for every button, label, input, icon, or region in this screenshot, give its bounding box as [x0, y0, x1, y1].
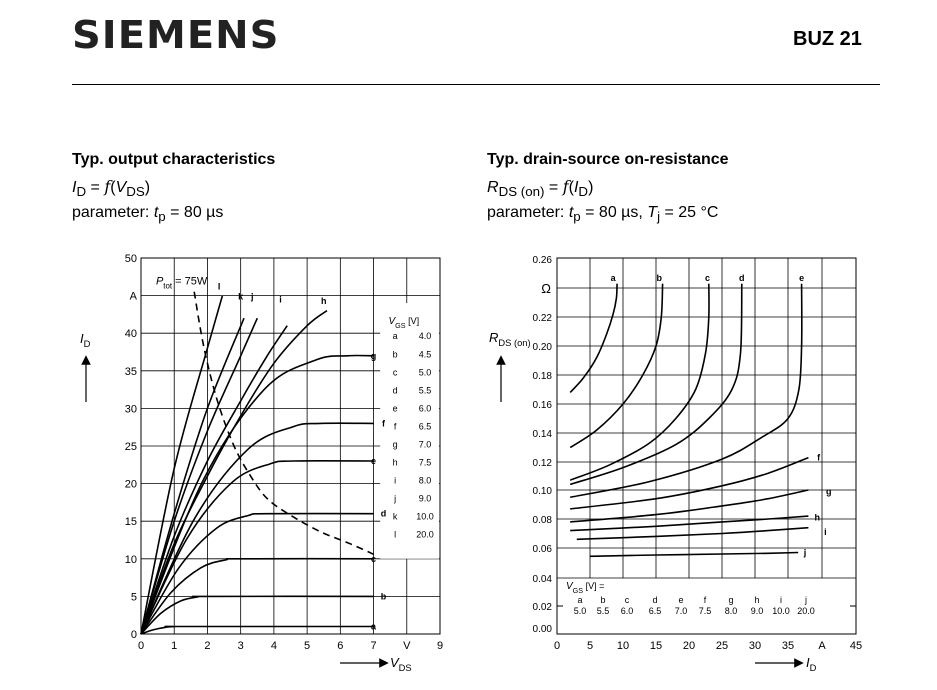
legend-value-a: 4.0	[418, 331, 432, 342]
y-unit-label: Ω	[541, 281, 551, 296]
y-tick-label: 40	[124, 328, 137, 341]
chart2-parameter: parameter: $t_p = 80$ µs, $T_j = 25$ °C	[487, 204, 719, 225]
legend-key-j: j	[394, 493, 397, 504]
legend-value-g: 8.0	[724, 606, 738, 616]
y-tick-label: 0.18	[532, 371, 552, 382]
legend-key-c: c	[624, 595, 630, 605]
x-axis-label: $V_{DS}$	[390, 655, 412, 673]
y-tick-label: 0	[130, 629, 137, 641]
x-tick-label: 35	[781, 640, 795, 652]
legend-value-d: 6.5	[648, 606, 662, 616]
legend-value-g: 7.0	[418, 439, 432, 450]
legend-value-f: 6.5	[418, 421, 432, 432]
legend-key-j: j	[805, 595, 807, 605]
legend-key-d: d	[392, 385, 398, 396]
output-characteristics-chart	[80, 253, 443, 673]
curve-label-e: e	[371, 456, 377, 467]
legend-value-e: 7.0	[674, 606, 688, 616]
curve-a	[141, 626, 374, 634]
y-tick-label: 0.20	[532, 342, 552, 353]
curve-label-a: a	[610, 272, 616, 283]
x-tick-label: 20	[682, 640, 696, 652]
y-tick-label: 15	[124, 516, 137, 529]
legend-key-h: h	[392, 457, 398, 468]
x-tick-label: 0	[553, 640, 561, 652]
legend-key-e: e	[678, 595, 684, 605]
x-unit-label: A	[818, 640, 826, 652]
legend-value-h: 9.0	[750, 606, 764, 616]
y-tick-label: 50	[124, 253, 137, 265]
legend-key-a: a	[392, 331, 398, 342]
chart2-function: $R_{DS (on)} = f(I_D)$	[487, 177, 594, 200]
on-resistance-chart	[489, 255, 862, 673]
legend-value-j: 20.0	[797, 606, 815, 616]
y-tick-label: 0.00	[532, 624, 552, 635]
legend-key-c: c	[392, 367, 398, 378]
legend-header: $V_{GS}$ [V]	[388, 316, 420, 331]
y-tick-label: 0.22	[532, 313, 552, 324]
legend-key-i: i	[394, 475, 397, 486]
curve-label-i: i	[279, 294, 282, 305]
y-tick-label: 0.26	[532, 255, 552, 266]
x-tick-label: 5	[586, 640, 594, 652]
chart1-function: $I_D = f(V_{DS})$	[72, 177, 151, 200]
y-axis-label: $R_{DS (on)}$	[489, 330, 531, 348]
curve-i	[577, 528, 809, 540]
curve-label-c: c	[371, 553, 377, 564]
y-tick-label: 0.12	[532, 458, 552, 469]
x-tick-label: 30	[748, 640, 762, 652]
legend-value-i: 8.0	[418, 475, 432, 486]
curve-g	[141, 355, 377, 634]
curve-label-l: l	[217, 281, 221, 292]
legend-key-g: g	[392, 439, 398, 450]
curve-label-i: i	[824, 527, 827, 538]
legend-key-i: i	[780, 595, 782, 605]
y-tick-label: 20	[124, 478, 137, 491]
curve-label-b: b	[380, 591, 387, 602]
x-tick-label: 15	[649, 640, 663, 652]
legend-value-h: 7.5	[418, 457, 432, 468]
y-tick-label: 10	[124, 553, 137, 566]
legend-value-e: 6.0	[418, 403, 432, 414]
y-tick-label: 25	[124, 441, 137, 453]
legend-value-b: 4.5	[418, 349, 432, 360]
legend-value-b: 5.5	[596, 606, 610, 616]
curve-label-j: j	[251, 291, 254, 302]
legend-key-g: g	[728, 595, 734, 605]
curve-e	[570, 284, 802, 498]
legend-key-l: l	[394, 529, 397, 540]
chart2-title: Typ. drain-source on-resistance	[487, 151, 729, 168]
legend-value-f: 7.5	[698, 606, 712, 616]
legend-key-b: b	[600, 595, 606, 605]
legend-key-a: a	[577, 595, 583, 605]
y-tick-label: 0.02	[532, 602, 552, 613]
legend-key-k: k	[392, 511, 398, 522]
legend-key-e: e	[392, 403, 398, 414]
x-tick-label: 4	[270, 640, 277, 652]
legend-header: $V_{GS}$ [V] =	[566, 581, 605, 595]
y-unit-label: A	[129, 290, 137, 303]
power-label: $P_{tot} = 75W$	[155, 275, 208, 291]
legend-key-f: f	[393, 421, 397, 432]
curve-label-d: d	[380, 508, 387, 519]
y-axis-label: $I_D$	[80, 331, 91, 349]
part-number: BUZ 21	[793, 28, 862, 50]
curve-b	[141, 596, 374, 634]
curve-label-e: e	[799, 272, 805, 283]
y-tick-label: 0.06	[532, 544, 552, 555]
legend-value-a: 5.0	[573, 606, 587, 616]
curve-label-g: g	[370, 350, 377, 361]
x-unit-label: V	[403, 640, 411, 652]
y-tick-label: 0.14	[532, 429, 552, 440]
y-tick-label: 5	[130, 591, 137, 604]
x-tick-label: 45	[849, 640, 863, 652]
curve-a	[570, 284, 617, 393]
curve-label-f: f	[817, 452, 821, 463]
curve-l	[141, 296, 222, 634]
curve-h	[141, 311, 327, 634]
x-tick-label: 3	[237, 640, 244, 652]
legend-value-c: 6.0	[620, 606, 634, 616]
curve-label-k: k	[238, 291, 244, 302]
legend-value-i: 10.0	[772, 606, 790, 616]
legend-value-j: 9.0	[418, 493, 432, 504]
curve-label-g: g	[826, 486, 832, 497]
x-axis-label: $I_D$	[806, 655, 817, 673]
legend-key-h: h	[754, 595, 760, 605]
x-tick-label: 7	[370, 640, 377, 652]
legend-key-d: d	[652, 595, 658, 605]
legend-key-b: b	[392, 349, 398, 360]
siemens-logo: SIEMENS	[72, 14, 280, 58]
curve-label-b: b	[656, 272, 663, 283]
curve-label-d: d	[739, 272, 745, 283]
x-tick-label: 5	[304, 640, 311, 652]
curve-label-h: h	[320, 295, 327, 306]
legend-key-f: f	[703, 595, 707, 605]
chart1-parameter: parameter: $t_p = 80$ µs	[72, 204, 224, 225]
x-tick-label: 0	[137, 640, 145, 652]
curve-label-h: h	[814, 512, 820, 523]
curve-label-f: f	[382, 418, 386, 429]
x-tick-label: 6	[337, 640, 344, 652]
chart1-title: Typ. output characteristics	[72, 151, 276, 168]
y-tick-label: 0.08	[532, 515, 552, 526]
curve-label-a: a	[371, 621, 377, 632]
x-tick-label: 25	[715, 640, 729, 652]
legend-value-k: 10.0	[416, 511, 434, 522]
y-tick-label: 30	[124, 403, 137, 416]
curve-f	[141, 423, 377, 634]
curve-label-c: c	[704, 272, 710, 283]
x-tick-label: 10	[616, 640, 630, 652]
legend-value-c: 5.0	[418, 367, 432, 378]
y-tick-label: 0.16	[532, 400, 552, 411]
x-tick-label: 1	[171, 640, 178, 652]
curve-j	[590, 553, 798, 557]
curve-label-j: j	[803, 547, 807, 558]
y-tick-label: 0.10	[532, 486, 552, 497]
y-tick-label: 0.04	[532, 574, 552, 585]
curve-b	[570, 284, 662, 448]
x-tick-label: 2	[204, 640, 211, 652]
legend-value-l: 20.0	[416, 529, 434, 540]
legend-value-d: 5.5	[418, 385, 432, 396]
y-tick-label: 35	[124, 365, 137, 378]
x-tick-label: 9	[436, 640, 444, 652]
